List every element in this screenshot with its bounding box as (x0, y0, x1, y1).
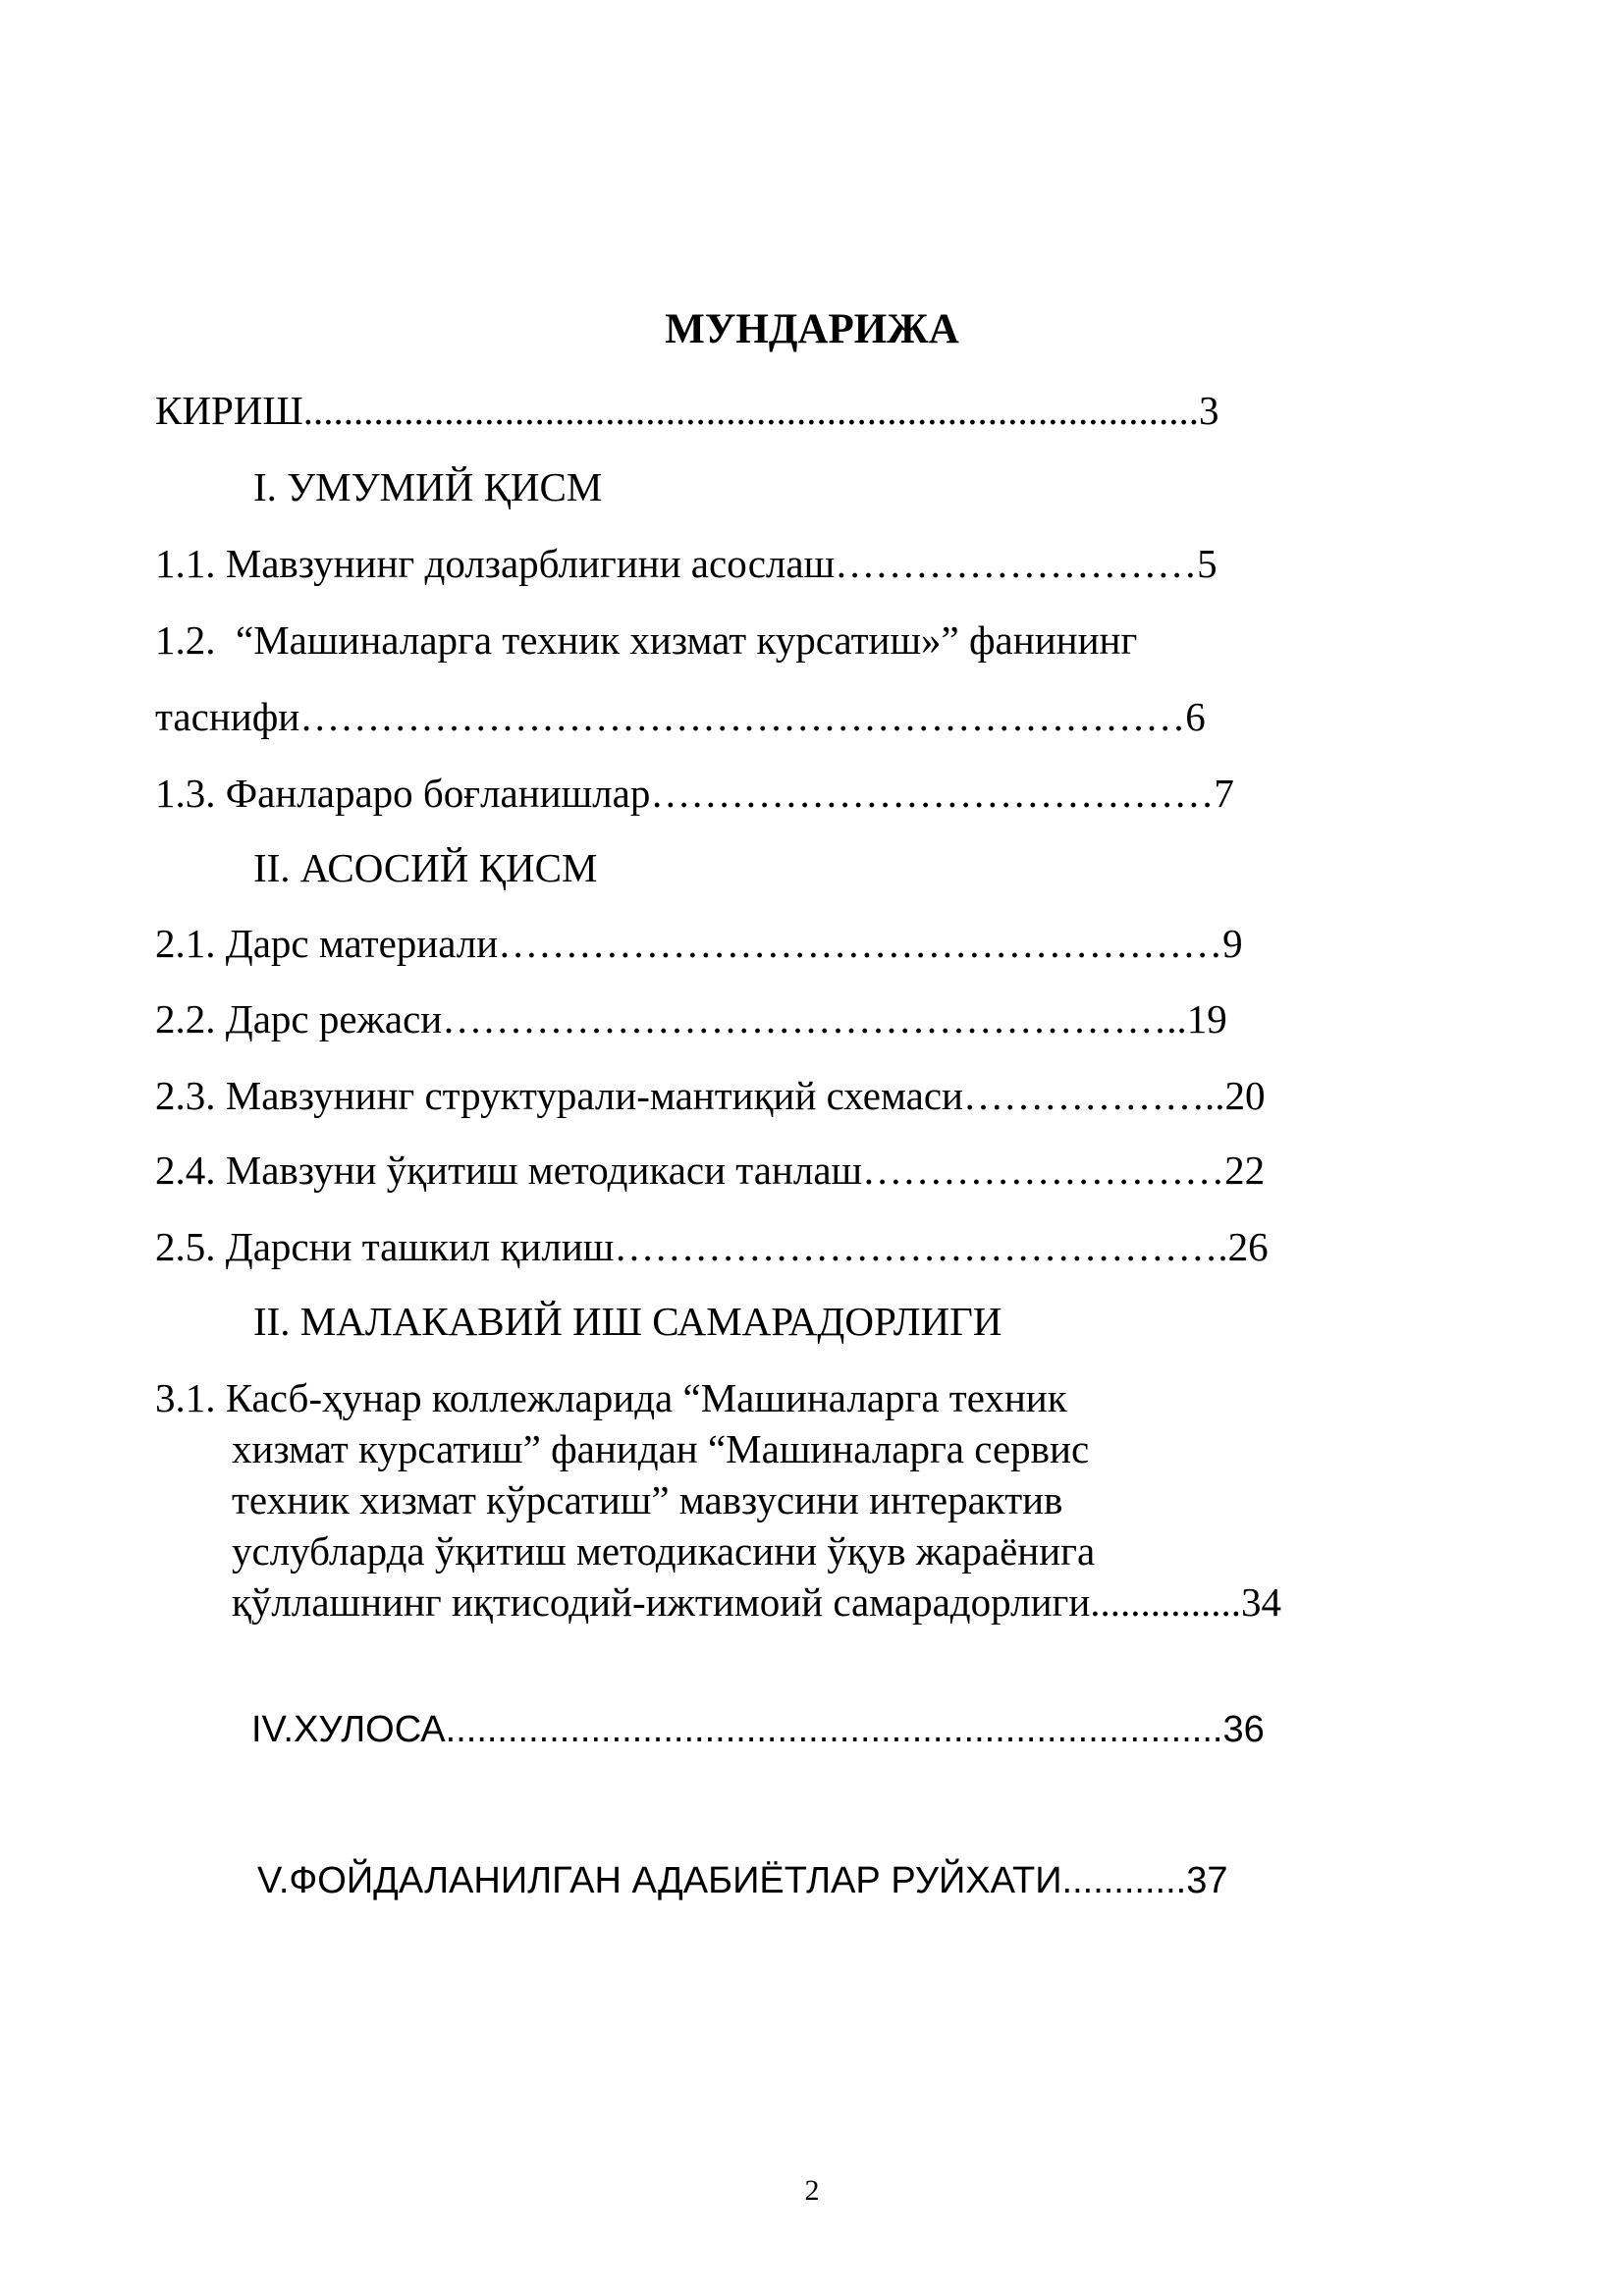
toc-entry-1-2-line-1: 1.2. “Машиналарга техник хизмат курсатиш»” фанининг (155, 617, 1138, 663)
toc-section-2-heading: II. АСОСИЙ ҚИСМ (253, 845, 598, 890)
toc-entry-2-5: 2.5. Дарсни ташкил қилиш……………………………………….26 (155, 1224, 1269, 1269)
toc-entry-1-3: 1.3. Фанлараро боғланишлар……………………………………7 (155, 771, 1234, 816)
toc-entry-1-2-line-2: таснифи…………………………………………………………6 (155, 694, 1206, 739)
toc-entry-3-1-line-2: хизмат курсатиш” фанидан “Машиналарга сервис (232, 1426, 1090, 1471)
toc-entry-intro: КИРИШ.........................................................................................3 (155, 388, 1219, 433)
toc-title: МУНДАРИЖА (665, 306, 959, 352)
toc-entry-3-1-line-3: техник хизмат кўрсатиш” мавзусини интерактив (232, 1477, 1063, 1522)
toc-section-3-heading: II. МАЛАКАВИЙ ИШ САМАРАДОРЛИГИ (253, 1299, 1002, 1344)
toc-section-1-heading: I. УМУМИЙ ҚИСМ (253, 464, 603, 509)
toc-entry-3-1-line-1: 3.1. Касб-ҳунар коллежларида “Машиналарга техник (155, 1375, 1067, 1420)
toc-entry-3-1-line-4: услубларда ўқитиш методикасини ўқув жараёнига (232, 1528, 1096, 1574)
toc-entry-3-1-line-5: қўллашнинг иқтисодий-ижтимоий самарадорлиги...............34 (232, 1579, 1282, 1625)
toc-entry-2-2: 2.2. Дарс режаси………………………………………………..19 (155, 996, 1227, 1041)
toc-entry-2-3: 2.3. Мавзунинг структурали-мантиқий схемаси………………..20 (155, 1073, 1266, 1118)
toc-entry-1-1: 1.1. Мавзунинг долзарблигини асослаш………………………5 (155, 541, 1218, 586)
toc-entry-2-4: 2.4. Мавзуни ўқитиш методикаси танлаш………………………22 (155, 1148, 1266, 1193)
toc-entry-conclusion: IV.ХУЛОСА...........................................................................36 (251, 1709, 1265, 1750)
toc-entry-references: V.ФОЙДАЛАНИЛГАН АДАБИЁТЛАР РУЙХАТИ............37 (257, 1860, 1228, 1901)
page-number: 2 (804, 2174, 820, 2207)
toc-entry-2-1: 2.1. Дарс материали………………………………………………9 (155, 921, 1243, 966)
